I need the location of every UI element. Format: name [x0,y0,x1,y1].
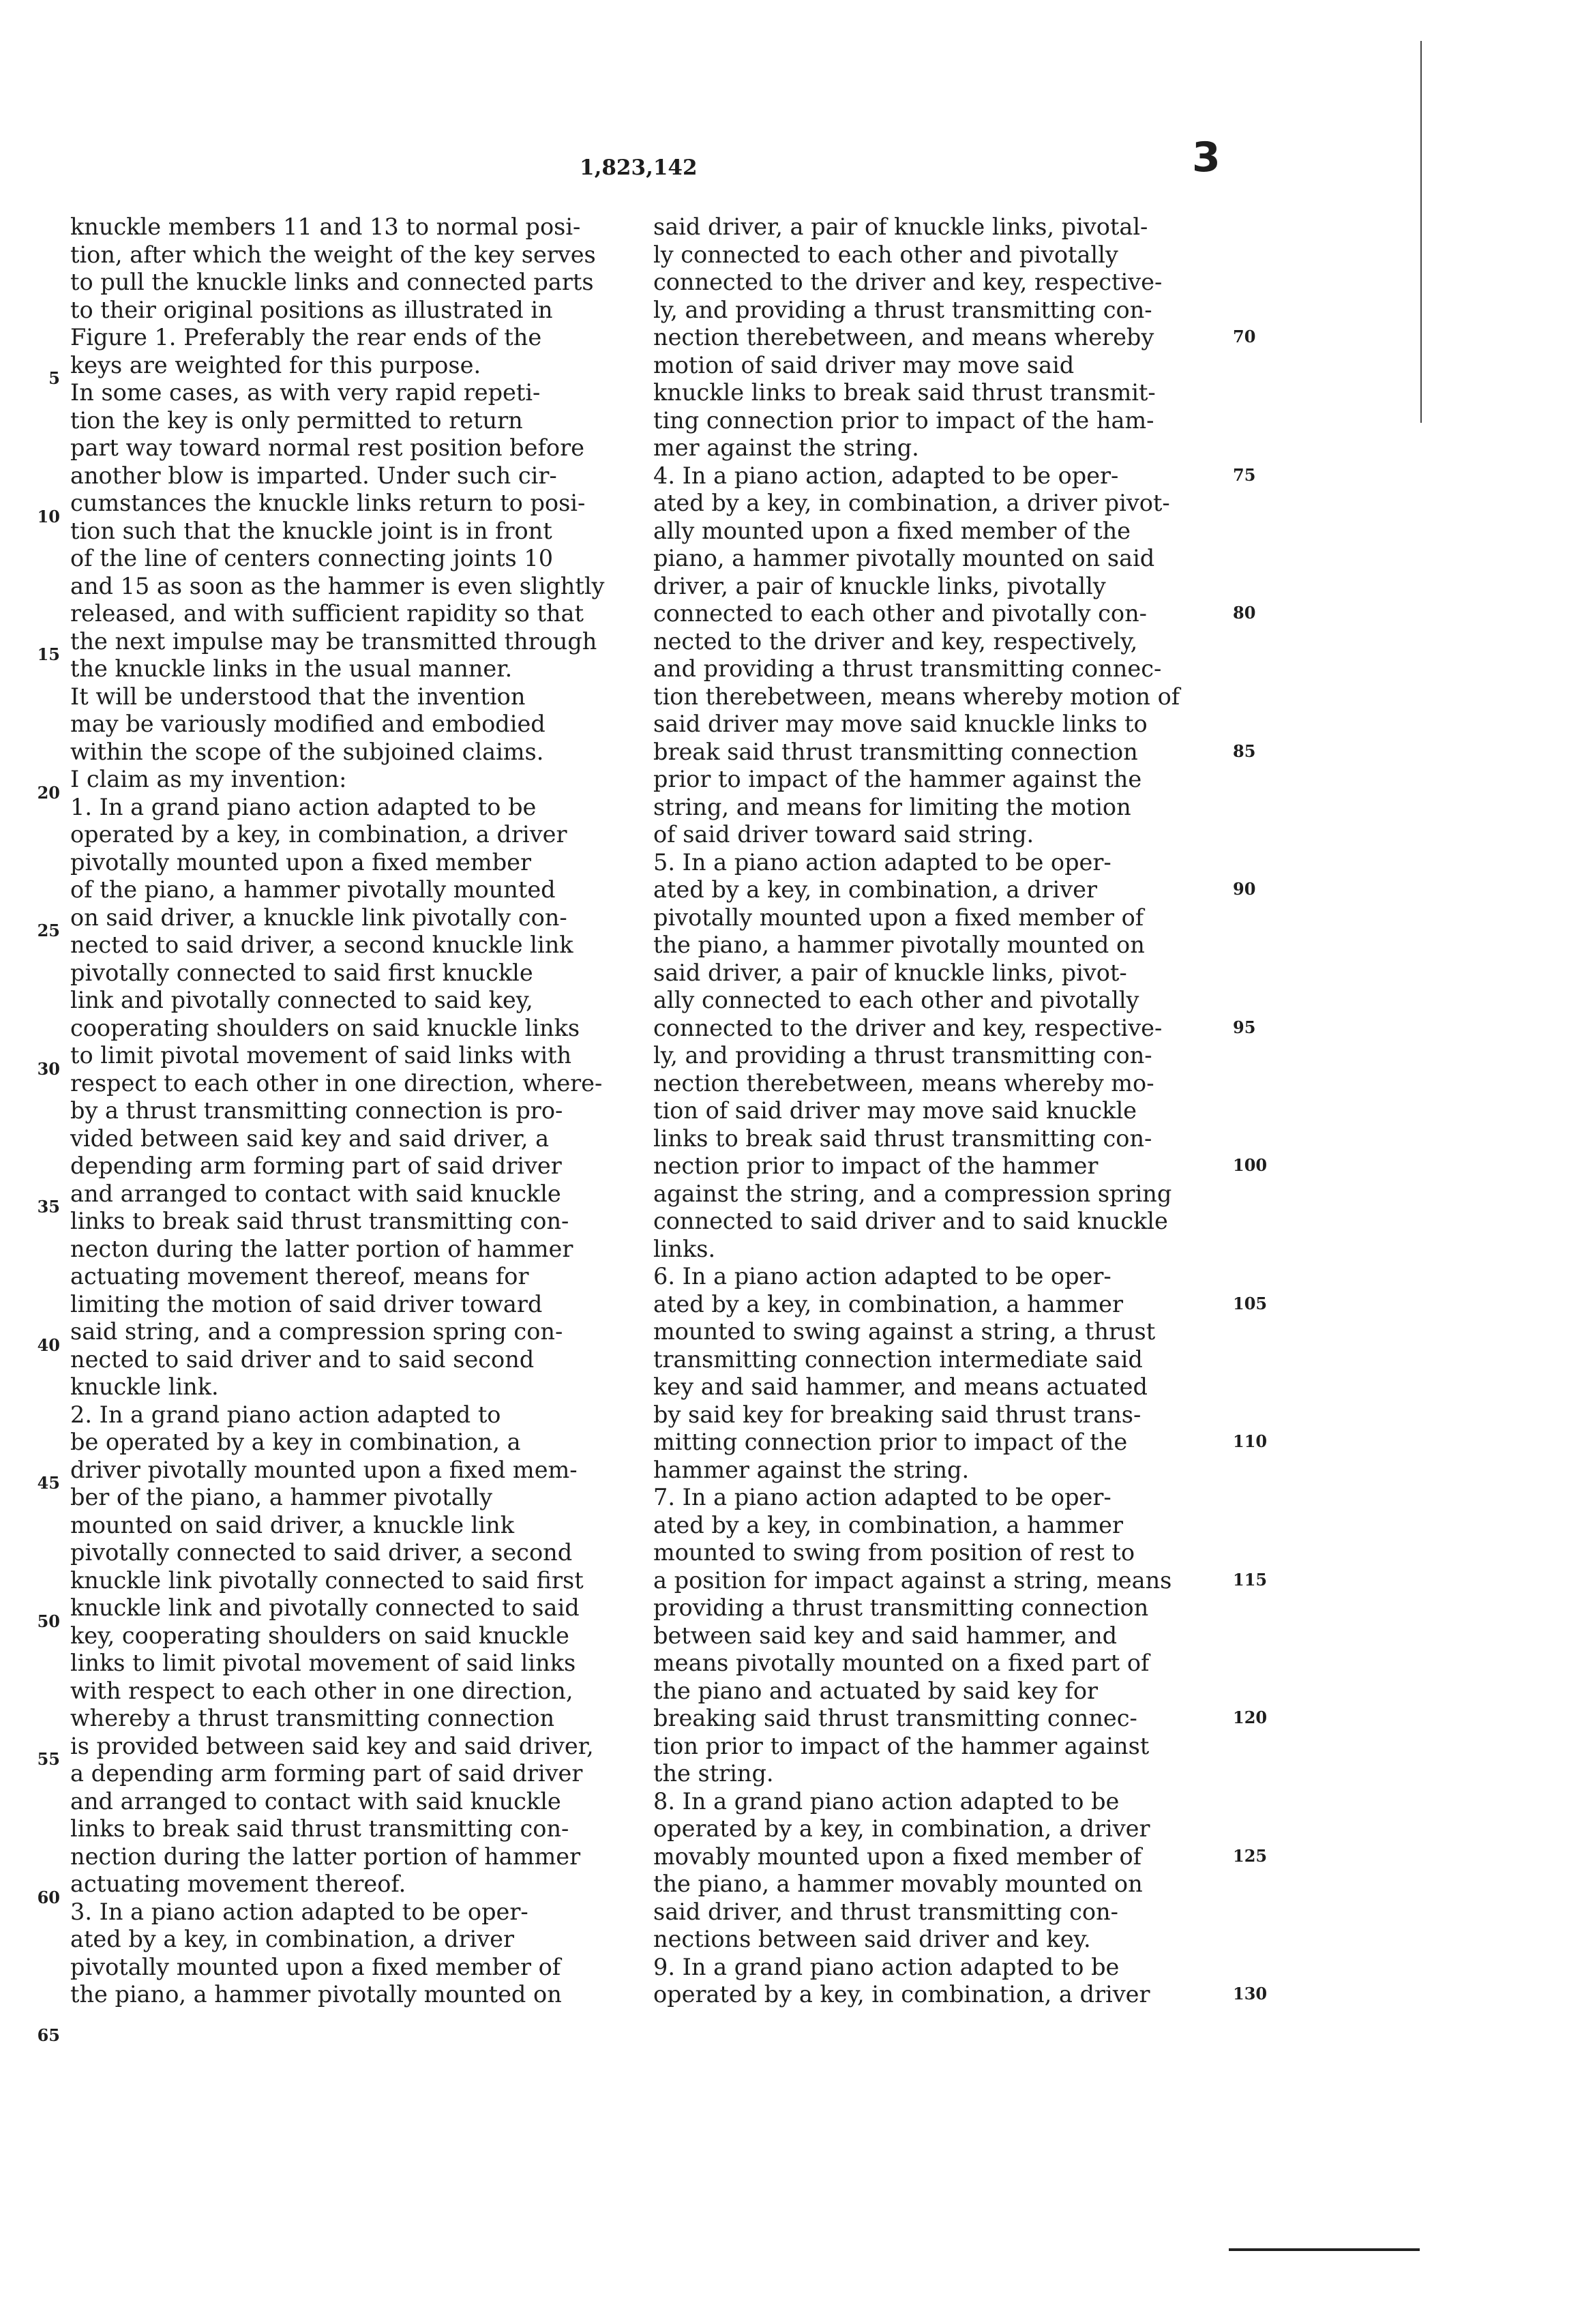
text-line: links to limit pivotal movement of said links [70,1650,576,1676]
text-line: to limit pivotal movement of said links with [70,1042,572,1069]
margin-line-number: 110 [1233,1431,1268,1451]
text-line: ated by a key, in combination, a driver [653,876,1098,903]
text-line: 3. In a piano action adapted to be oper- [70,1898,528,1925]
text-line: ber of the piano, a hammer pivotally [70,1484,493,1510]
text-line: pivotally mounted upon a fixed member [70,848,531,876]
margin-line-number: 125 [1233,1845,1268,1866]
text-line: knuckle members 11 and 13 to normal posi- [70,213,581,240]
text-line: break said thrust transmitting connection [653,738,1138,765]
text-line: operated by a key, in combination, a driver [653,1981,1150,2008]
text-line: connected to said driver and to said knuckle [653,1208,1168,1234]
text-line: pivotally mounted upon a fixed member of [653,904,1144,931]
text-line: means pivotally mounted on a fixed part of [653,1650,1150,1676]
text-line: limiting the motion of said driver toward [70,1290,543,1317]
text-line: said driver may move said knuckle links to [653,711,1148,737]
text-line: cooperating shoulders on said knuckle links [70,1014,580,1041]
text-line: on said driver, a knuckle link pivotally con- [70,904,567,931]
text-line: actuating movement thereof. [70,1871,406,1897]
text-line: keys are weighted for this purpose. [70,351,481,378]
text-line: ally connected to each other and pivotally [653,987,1139,1013]
text-line: pivotally mounted upon a fixed member of [70,1953,561,1980]
text-line: and arranged to contact with said knuckle [70,1787,561,1815]
text-line: whereby a thrust transmitting connection [70,1705,555,1731]
text-line: driver, a pair of knuckle links, pivotally [653,572,1106,599]
text-line: prior to impact of the hammer against the [653,766,1142,792]
text-line: ated by a key, in combination, a hammer [653,1290,1123,1317]
text-line: by said key for breaking said thrust trans- [653,1401,1141,1428]
text-line: ated by a key, in combination, a driver [70,1926,515,1952]
text-line: links to break said thrust transmitting con- [653,1124,1152,1152]
text-line: ly connected to each other and pivotally [653,241,1118,268]
text-line: connected to each other and pivotally con- [653,600,1147,627]
margin-rule-vertical [1420,41,1422,423]
margin-line-number: 5 [48,368,60,388]
text-line: mitting connection prior to impact of the [653,1429,1128,1455]
text-line: may be variously modified and embodied [70,711,546,737]
text-line: knuckle links to break said thrust transmit- [653,379,1156,406]
text-line: against the string, and a compression spring [653,1180,1172,1207]
text-line: mounted to swing against a string, a thrust [653,1318,1156,1345]
text-line: 1. In a grand piano action adapted to be [70,793,537,820]
text-line: links. [653,1235,716,1262]
text-line: 4. In a piano action, adapted to be oper- [653,462,1119,489]
margin-line-number: 95 [1233,1017,1256,1037]
margin-line-number: 75 [1233,464,1256,485]
text-line: links to break said thrust transmitting con- [70,1815,569,1842]
text-line: the piano, a hammer movably mounted on [653,1871,1143,1897]
text-line: and 15 as soon as the hammer is even slightly [70,572,605,599]
margin-line-number: 80 [1233,603,1256,623]
text-line: a depending arm forming part of said driver [70,1760,583,1787]
margin-line-number: 65 [37,2025,60,2045]
text-line: nection prior to impact of the hammer [653,1152,1099,1179]
text-line: tion therebetween, means whereby motion of [653,683,1180,710]
text-line: ated by a key, in combination, a hammer [653,1511,1123,1538]
text-line: respect to each other in one direction, where- [70,1069,603,1097]
text-line: hammer against the string. [653,1456,970,1483]
text-line: said driver, and thrust transmitting con- [653,1898,1118,1925]
margin-line-number: 85 [1233,741,1256,761]
text-line: nections between said driver and key. [653,1926,1091,1952]
text-line: and arranged to contact with said knuckle [70,1180,561,1207]
text-line: of said driver toward said string. [653,821,1034,848]
text-line: knuckle link pivotally connected to said first [70,1566,584,1594]
text-line: connected to the driver and key, respective- [653,269,1163,295]
margin-line-number: 35 [37,1197,60,1217]
right-text-column [653,213,1267,2009]
text-line: to their original positions as illustrated in [70,296,553,323]
text-line: released, and with sufficient rapidity so that [70,600,584,627]
text-line: between said key and said hammer, and [653,1622,1118,1649]
text-line: tion, after which the weight of the key serves [70,241,596,268]
text-line: 8. In a grand piano action adapted to be [653,1787,1120,1815]
text-line: depending arm forming part of said driver [70,1152,562,1179]
text-line: nection during the latter portion of hammer [70,1843,581,1870]
text-line: nected to the driver and key, respectively, [653,627,1138,655]
text-line: tion of said driver may move said knuckle [653,1097,1137,1124]
text-line: pivotally connected to said driver, a second [70,1539,573,1566]
text-line: 9. In a grand piano action adapted to be [653,1953,1120,1980]
margin-line-number: 55 [37,1749,60,1769]
text-line: providing a thrust transmitting connection [653,1594,1149,1621]
text-line: links to break said thrust transmitting con- [70,1208,569,1234]
text-line: ly, and providing a thrust transmitting con- [653,296,1152,323]
text-line: cumstances the knuckle links return to posi- [70,490,586,516]
text-line: It will be understood that the invention [70,683,526,710]
margin-line-number: 25 [37,921,60,940]
margin-line-number: 60 [37,1887,60,1907]
margin-line-number: 15 [37,644,60,664]
text-line: tion such that the knuckle joint is in front [70,517,552,544]
text-line: the piano, a hammer pivotally mounted on [653,932,1145,958]
margin-line-number: 115 [1233,1569,1268,1590]
text-line: Figure 1. Preferably the rear ends of the [70,324,542,351]
margin-line-number: 70 [1233,327,1256,346]
text-line: 6. In a piano action adapted to be oper- [653,1263,1111,1290]
text-line: by a thrust transmitting connection is pro- [70,1097,563,1124]
text-line: actuating movement thereof, means for [70,1263,529,1290]
text-line: connected to the driver and key, respective- [653,1014,1163,1041]
text-line: key, cooperating shoulders on said knuckle [70,1622,569,1649]
text-line: tion prior to impact of the hammer against [653,1732,1150,1759]
text-line: a position for impact against a string, means [653,1566,1172,1594]
text-line: the piano, a hammer pivotally mounted on [70,1981,562,2008]
text-line: another blow is imparted. Under such cir- [70,462,557,489]
footer-rule [1229,2248,1420,2251]
margin-line-number: 105 [1233,1293,1268,1313]
text-line: necton during the latter portion of hammer [70,1235,573,1262]
text-line: piano, a hammer pivotally mounted on said [653,545,1155,571]
text-line: the string. [653,1760,774,1787]
margin-line-number: 20 [37,782,60,803]
text-line: ting connection prior to impact of the ham- [653,406,1154,434]
text-line: 2. In a grand piano action adapted to [70,1401,501,1428]
text-line: said driver, a pair of knuckle links, pivotal- [653,213,1148,240]
text-line: In some cases, as with very rapid repeti- [70,379,541,406]
text-line: the knuckle links in the usual manner. [70,655,513,682]
text-line: said string, and a compression spring con- [70,1318,563,1345]
text-line: operated by a key, in combination, a driver [653,1815,1150,1842]
text-line: link and pivotally connected to said key, [70,987,533,1013]
margin-line-number: 90 [1233,879,1256,899]
text-line: tion the key is only permitted to return [70,406,523,434]
text-line: within the scope of the subjoined claims. [70,738,544,765]
margin-line-number: 130 [1233,1984,1268,2003]
text-line: of the piano, a hammer pivotally mounted [70,876,556,903]
text-line: the piano and actuated by said key for [653,1677,1099,1704]
margin-line-number: 45 [37,1473,60,1493]
text-line: key and said hammer, and means actuated [653,1373,1148,1400]
text-line: and providing a thrust transmitting connec- [653,655,1162,682]
page-number: 3 [1192,134,1221,181]
text-line: pivotally connected to said first knuckle [70,959,533,986]
text-line: of the line of centers connecting joints 10 [70,545,554,571]
margin-line-number: 10 [37,506,60,526]
text-line: knuckle link. [70,1373,219,1400]
text-line: string, and means for limiting the motion [653,793,1131,820]
margin-line-number: 120 [1233,1708,1268,1727]
text-line: with respect to each other in one direction, [70,1677,573,1704]
text-line: to pull the knuckle links and connected parts [70,269,594,295]
text-line: is provided between said key and said driver, [70,1732,594,1759]
text-line: ly, and providing a thrust transmitting con- [653,1042,1152,1069]
text-line: transmitting connection intermediate said [653,1345,1143,1373]
text-line: nection therebetween, and means whereby [653,324,1154,351]
text-line: ally mounted upon a fixed member of the [653,517,1131,544]
text-line: I claim as my invention: [70,766,347,792]
text-line: part way toward normal rest position before [70,434,584,461]
text-line: nection therebetween, means whereby mo- [653,1069,1154,1097]
patent-number: 1,823,142 [580,155,698,180]
text-line: operated by a key, in combination, a driver [70,821,567,848]
text-line: nected to said driver, a second knuckle link [70,932,573,958]
left-text-column [70,213,684,2009]
text-line: knuckle link and pivotally connected to said [70,1594,580,1621]
margin-line-number: 30 [37,1058,60,1079]
text-line: movably mounted upon a fixed member of [653,1843,1142,1870]
text-line: 7. In a piano action adapted to be oper- [653,1484,1111,1510]
text-line: mer against the string. [653,434,919,461]
text-line: nected to said driver and to said second [70,1345,535,1373]
text-line: said driver, a pair of knuckle links, pivot- [653,959,1127,986]
text-line: ated by a key, in combination, a driver pivot- [653,490,1170,516]
margin-line-number: 100 [1233,1155,1268,1175]
text-line: vided between said key and said driver, a [70,1124,550,1152]
text-line: the next impulse may be transmitted through [70,627,597,655]
text-line: 5. In a piano action adapted to be oper- [653,848,1111,876]
text-line: mounted on said driver, a knuckle link [70,1511,515,1538]
margin-line-number: 40 [37,1335,60,1355]
text-line: driver pivotally mounted upon a fixed mem- [70,1456,578,1483]
text-line: be operated by a key in combination, a [70,1429,521,1455]
text-line: breaking said thrust transmitting connec- [653,1705,1137,1731]
margin-line-number: 50 [37,1611,60,1631]
text-line: mounted to swing from position of rest to [653,1539,1135,1566]
text-line: motion of said driver may move said [653,351,1075,378]
